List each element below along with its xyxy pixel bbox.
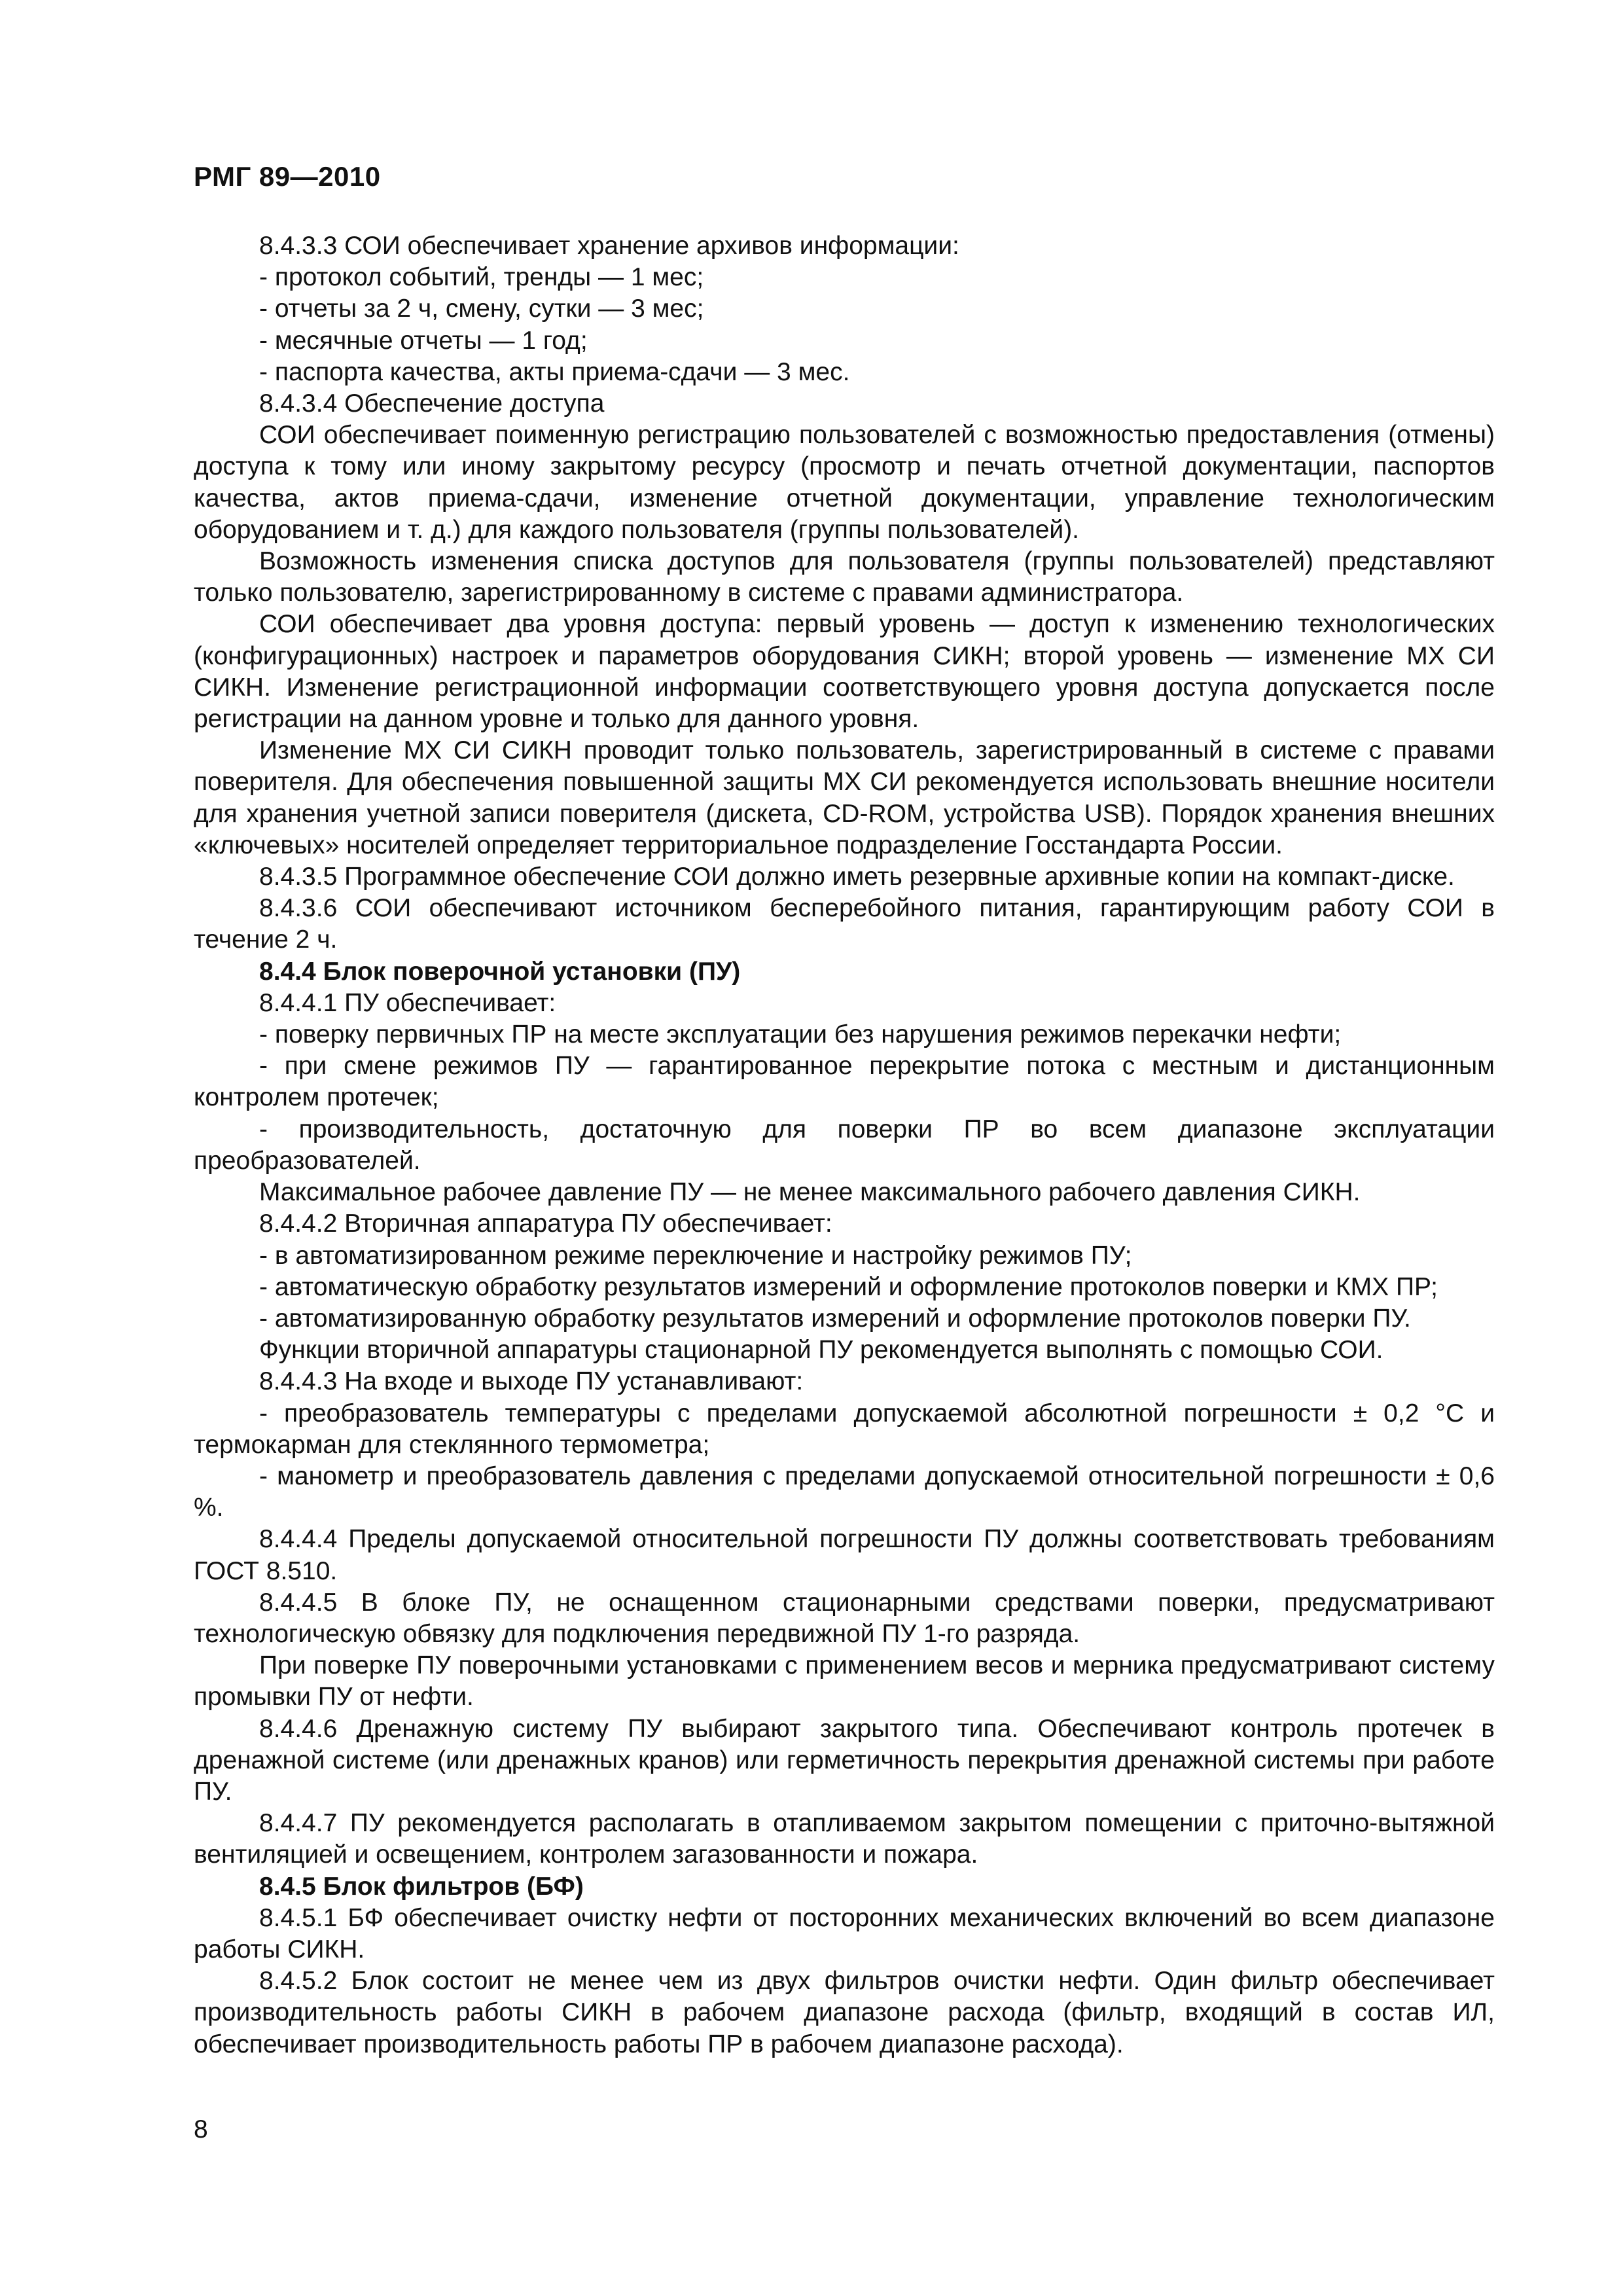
paragraph: 8.4.3.6 СОИ обеспечивают источником бесперебойного питания, гарантирующим работу СОИ в течение 2 ч.	[194, 894, 1495, 954]
paragraph: Возможность изменения списка доступов для пользователя (группы пользователей) представляют только пользователю, зарегистрированному в системе с правами администратора.	[194, 547, 1495, 607]
paragraph: - месячные отчеты — 1 год;	[259, 326, 588, 355]
paragraph: Функции вторичной аппаратуры стационарной ПУ рекомендуется выполнять с помощью СОИ.	[259, 1336, 1383, 1365]
paragraph: - отчеты за 2 ч, смену, сутки — 3 мес;	[259, 295, 704, 323]
paragraph: - автоматизированную обработку результатов измерений и оформление протоколов поверки ПУ.	[259, 1304, 1411, 1333]
paragraph: 8.4.3.5 Программное обеспечение СОИ должно иметь резервные архивные копии на компакт-диске.	[259, 863, 1455, 891]
paragraph: 8.4.3.4 Обеспечение доступа	[259, 389, 605, 418]
paragraph: - производительность, достаточную для поверки ПР во всем диапазоне эксплуатации преобразователей.	[194, 1115, 1495, 1175]
paragraph: - при смене режимов ПУ — гарантированное перекрытие потока с местным и дистанционным контролем протечек;	[194, 1052, 1495, 1112]
paragraph: 8.4.5.1 БФ обеспечивает очистку нефти от посторонних механических включений во всем диапазоне работы СИКН.	[194, 1903, 1495, 1964]
paragraph: 8.4.4.5 В блоке ПУ, не оснащенном стационарными средствами поверки, предусматривают технологическую обвязку для подключения передвижной ПУ 1-го разряда.	[194, 1588, 1495, 1648]
document-code: РМГ 89—2010	[194, 161, 381, 192]
section-heading: 8.4.4 Блок поверочной установки (ПУ)	[259, 957, 741, 986]
paragraph: 8.4.4.3 На входе и выходе ПУ устанавливают:	[259, 1367, 804, 1396]
paragraph: 8.4.3.3 СОИ обеспечивает хранение архивов информации:	[259, 232, 959, 260]
paragraph: - в автоматизированном режиме переключение и настройку режимов ПУ;	[259, 1241, 1132, 1270]
paragraph: 8.4.4.1 ПУ обеспечивает:	[259, 988, 556, 1017]
document-body	[194, 230, 1495, 2060]
paragraph: 8.4.4.7 ПУ рекомендуется располагать в отапливаемом закрытом помещении с приточно-вытяжной вентиляцией и освещением, контролем загазованности и пожара.	[194, 1809, 1495, 1869]
paragraph: 8.4.5.2 Блок состоит не менее чем из двух фильтров очистки нефти. Один фильтр обеспечивает производительность работы СИКН в рабочем диапазоне расхода (фильтр, входящий в состав ИЛ, обеспечивает производительность работы ПР в рабочем диапазоне расхода).	[194, 1967, 1495, 2058]
paragraph: - манометр и преобразователь давления с пределами допускаемой относительной погрешности ± 0,6 %.	[194, 1462, 1495, 1522]
paragraph: - поверку первичных ПР на месте эксплуатации без нарушения режимов перекачки нефти;	[259, 1020, 1342, 1049]
paragraph: СОИ обеспечивает два уровня доступа: первый уровень — доступ к изменению технологических (конфигурационных) настроек и параметров оборудования СИКН; второй уровень — изменение МХ СИ СИКН. Изменение регистрационной информации соответствующего уровня доступа допускается после регистрации на данном уровне и только для данного уровня.	[194, 610, 1495, 734]
paragraph: - протокол событий, тренды — 1 мес;	[259, 263, 704, 292]
section-heading: 8.4.5 Блок фильтров (БФ)	[259, 1872, 584, 1901]
paragraph: 8.4.4.4 Пределы допускаемой относительной погрешности ПУ должны соответствовать требованиям ГОСТ 8.510.	[194, 1525, 1495, 1585]
paragraph: СОИ обеспечивает поименную регистрацию пользователей с возможностью предоставления (отмены) доступа к тому или иному закрытому ресурсу (просмотр и печать отчетной документации, паспортов качества, актов приема-сдачи, изменение отчетной документации, управление технологическим оборудованием и т. д.) для каждого пользователя (группы пользователей).	[194, 421, 1495, 544]
paragraph: Изменение МХ СИ СИКН проводит только пользователь, зарегистрированный в системе с правами поверителя. Для обеспечения повышенной защиты МХ СИ рекомендуется использовать внешние носители для хранения учетной записи поверителя (дискета, CD-ROM, устройства USB). Порядок хранения внешних «ключевых» носителей определяет территориальное подразделение Госстандарта России.	[194, 736, 1495, 859]
paragraph: 8.4.4.2 Вторичная аппаратура ПУ обеспечивает:	[259, 1210, 832, 1238]
paragraph: - автоматическую обработку результатов измерений и оформление протоколов поверки и КМХ ПР;	[259, 1272, 1438, 1301]
paragraph: 8.4.4.6 Дренажную систему ПУ выбирают закрытого типа. Обеспечивают контроль протечек в дренажной системе (или дренажных кранов) или герметичность перекрытия дренажной системы при работе ПУ.	[194, 1714, 1495, 1806]
paragraph: Максимальное рабочее давление ПУ — не менее максимального рабочего давления СИКН.	[259, 1178, 1361, 1207]
page-number: 8	[194, 2115, 208, 2144]
paragraph: При поверке ПУ поверочными установками с применением весов и мерника предусматривают систему промывки ПУ от нефти.	[194, 1651, 1495, 1712]
paragraph: - паспорта качества, акты приема-сдачи — 3 мес.	[259, 357, 850, 386]
paragraph: - преобразователь температуры с пределами допускаемой абсолютной погрешности ± 0,2 °С и термокарман для стеклянного термометра;	[194, 1399, 1495, 1459]
